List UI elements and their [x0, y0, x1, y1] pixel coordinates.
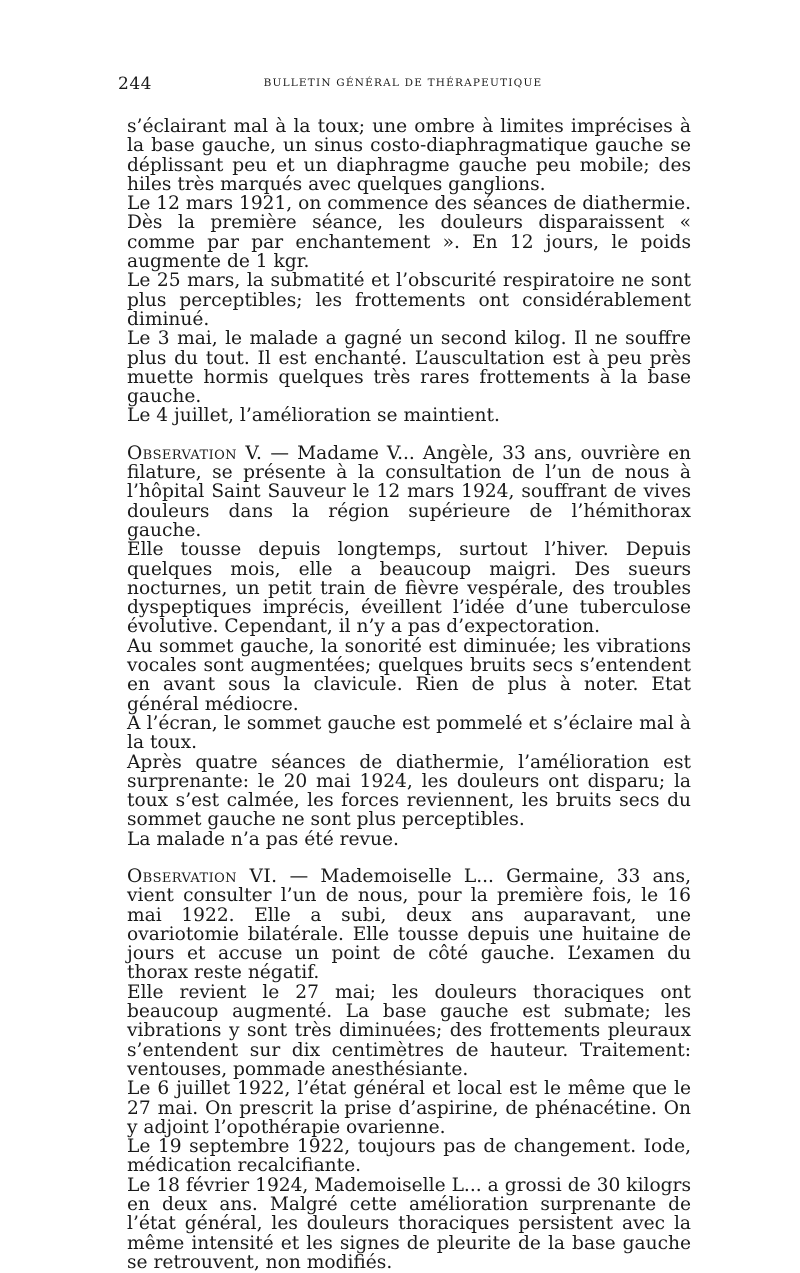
paragraph: Le 25 mars, la submatité et l’obscurité respiratoire ne sont plus perceptibles; les frottements ont considérablement diminué. — [127, 270, 691, 330]
paragraph: Après quatre séances de diathermie, l’amélioration est surprenante: le 20 mai 1924, les douleurs ont disparu; la toux s’est calmée, les forces reviennent, les bruits secs du sommet gauche ne sont plus perceptibles. — [127, 751, 691, 831]
paragraph: Elle tousse depuis longtemps, surtout l’hiver. Depuis quelques mois, elle a beaucoup maigri. Des sueurs nocturnes, un petit train de fièvre vespérale, des troubles dyspeptiques imprécis, éveillent l’idée d’une tuberculose évolutive. Cependant, il n’y a pas d’expectoration. — [127, 539, 691, 638]
paragraph-text: — Madame V... Angèle, 33 ans, ouvrière en filature, se présente à la consultation de l’un de nous à l’hôpital Saint Sauveur le 12 mars 1924, souffrant de vives douleurs dans la région supérieure de l’hémithorax gauche. — [127, 442, 692, 541]
paragraph: Le 18 février 1924, Mademoiselle L... a grossi de 30 kilogrs en deux ans. Malgré cette amélioration surprenante de l’état général, les douleurs thoraciques persistent avec la même intensité et les signes de pleurite de la base gauche se retrouvent, non modifiés. — [127, 1174, 691, 1273]
body-text — [127, 117, 691, 1272]
observation-heading-paragraph — [127, 867, 691, 983]
paragraph: Le 19 septembre 1922, toujours pas de changement. Iode, médication recalcifiante. — [127, 1136, 691, 1177]
case-continuation-block — [127, 117, 691, 426]
paragraph: Elle revient le 27 mai; les douleurs thoraciques ont beaucoup augmenté. La base gauche est submate; les vibrations y sont très diminuées; des frottements pleuraux s’entendent sur dix centimètres de hauteur. Traitement: ventouses, pommade anesthésiante. — [127, 981, 691, 1080]
paragraph: Le 12 mars 1921, on commence des séances de diathermie. Dès la première séance, les douleurs disparaissent « comme par par enchantement ». En 12 jours, le poids augmente de 1 kgr. — [127, 193, 691, 273]
paragraph: Le 6 juillet 1922, l’état général et local est le même que le 27 mai. On prescrit la prise d’aspirine, de phénacétine. On y adjoint l’opothérapie ovarienne. — [127, 1078, 691, 1138]
page-number: 244 — [118, 74, 152, 94]
paragraph: La malade n’a pas été revue. — [127, 828, 399, 850]
paragraph: A l’écran, le sommet gauche est pommelé et s’éclaire mal à la toux. — [127, 712, 691, 754]
observation-vi-block — [127, 867, 691, 1272]
observation-v-block — [127, 444, 691, 849]
running-title: BULLETIN GÉNÉRAL DE THÉRAPEUTIQUE — [263, 77, 543, 89]
observation-heading-paragraph — [127, 444, 691, 540]
observation-label: Observation V. — [127, 442, 263, 464]
paragraph: Le 3 mai, le malade a gagné un second kilog. Il ne souffre plus du tout. Il est enchanté. L’auscultation est à peu près muette hormis quelques très rares frottements à la base gauche. — [127, 328, 691, 408]
paragraph-text: — Mademoiselle L... Germaine, 33 ans, vient consulter l’un de nous, pour la première fois, le 16 mai 1922. Elle a subi, deux ans auparavant, une ovariotomie bilatérale. Elle tousse depuis une huitaine de jours et accuse un point de côté gauche. L’examen du thorax reste négatif. — [127, 865, 691, 984]
paragraph: s’éclairant mal à la toux; une ombre à limites imprécises à la base gauche, un sinus costo-diaphragmatique gauche se déplissant peu et un diaphragme gauche peu mobile; des hiles très marqués avec quelques ganglions. — [127, 116, 691, 195]
paragraph: Le 4 juillet, l’amélioration se maintient. — [127, 405, 500, 427]
observation-label: Observation VI. — [127, 865, 278, 887]
paragraph: Au sommet gauche, la sonorité est diminuée; les vibrations vocales sont augmentées; quelques bruits secs s’entendent en avant sous la clavicule. Rien de plus à noter. Etat général médiocre. — [127, 635, 691, 715]
page-header — [118, 74, 688, 98]
